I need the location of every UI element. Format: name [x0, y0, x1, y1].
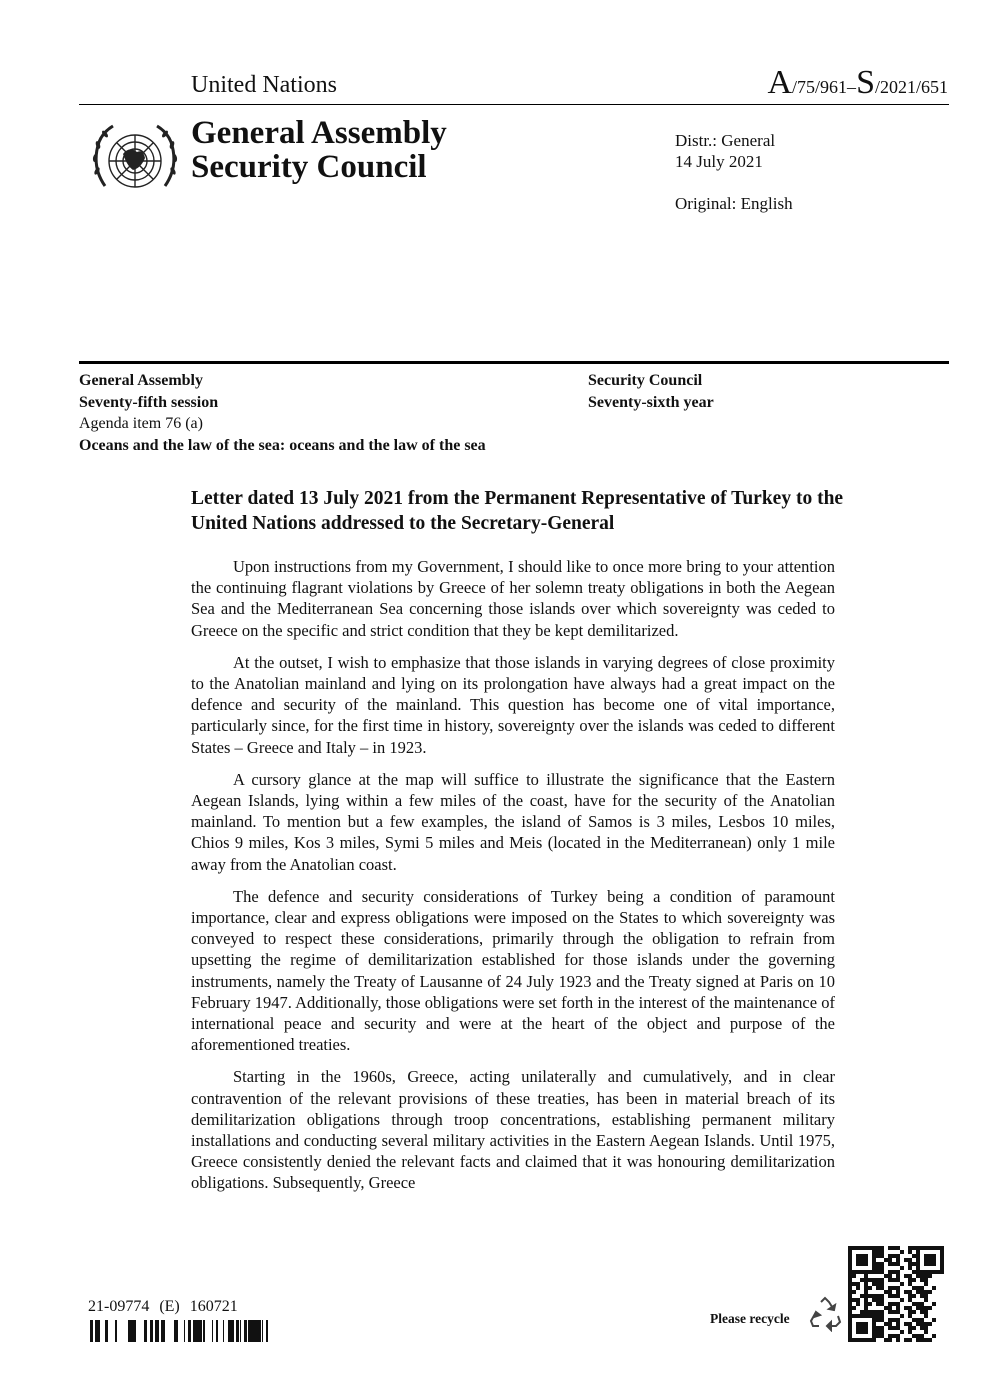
document-number: 21-09774 (E) [88, 1298, 180, 1315]
organization-name: United Nations [191, 72, 337, 98]
recycle-icon [807, 1296, 843, 1332]
document-print-date: 160721 [189, 1298, 238, 1315]
symbol-a-number: /75/961– [792, 77, 857, 97]
qr-code-icon [848, 1246, 944, 1342]
meta-general-assembly [79, 370, 486, 456]
document-symbol [767, 64, 948, 102]
header-rule [79, 104, 949, 105]
letter-title: Letter dated 13 July 2021 from the Permanent Representative of Turkey to the United Nations addressed to the Secretary-General [191, 488, 844, 534]
meta-topic: Oceans and the law of the sea: oceans and the law of the sea [79, 436, 486, 454]
paragraph: Upon instructions from my Government, I should like to once more bring to your attention the continuing flagrant violations by Greece of her solemn treaty obligations in both the Aegean Sea and the Mediterranean Sea concerning those islands over which sovereignty was ceded to Greece on the specific and strict condition that they be kept demilitarized. [191, 557, 835, 640]
paragraph: The defence and security considerations of Turkey being a condition of paramount importance, clear and express obligations were imposed on the States to which sovereignty was conveyed to respect these considerations, primarily through the obligation to refrain from upsetting the regime of demilitarization established for those islands under the governing instruments, namely the Treaty of Lausanne of 24 July 1923 and the Treaty signed at Paris on 10 February 1947. Additionally, those obligations were set forth in the interest of the maintenance of international peace and security and were at the heart of the object and purpose of the aforementioned treaties. [191, 886, 835, 1055]
meta-organ: Security Council [588, 372, 703, 389]
symbol-a-letter: A [767, 64, 793, 101]
paragraph: Starting in the 1960s, Greece, acting unilaterally and cumulatively, and in clear contravention of the relevant provisions of these treaties, has been in material breach of its demilitarization obligations through troop concentrations, establishing permanent military installations and conducting several military activities in the Eastern Aegean Islands. Until 1975, Greece consistently denied the relevant facts and claimed that it was honouring demilitarization obligations. Subsequently, Greece [191, 1067, 835, 1193]
document-code [88, 1298, 238, 1316]
recycle-label: Please recycle [710, 1311, 790, 1326]
letter-body [191, 556, 835, 1205]
section-rule [79, 361, 949, 364]
original-language: Original: English [675, 194, 793, 213]
distribution-date: 14 July 2021 [675, 152, 763, 171]
organ-general-assembly: General Assembly [191, 115, 447, 151]
paragraph: At the outset, I wish to emphasize that those islands in varying degrees of close proximity to the Anatolian mainland and lying on its prolongation have always had a great impact on the defence and security of the mainland. This question has become one of vital importance, particularly since, for the first time in history, sovereignty over the islands was ceded to different States – Greece and Italy – in 1923. [191, 652, 835, 757]
meta-organ: General Assembly [79, 372, 203, 389]
symbol-s-number: /2021/651 [874, 77, 948, 97]
barcode-icon [88, 1320, 268, 1342]
meta-year: Seventy-sixth year [588, 393, 714, 411]
un-emblem-icon [83, 116, 187, 206]
meta-session: Seventy-fifth session [79, 393, 219, 411]
meta-security-council [588, 370, 714, 413]
distribution-block [675, 130, 793, 214]
distribution-type: Distr.: General [675, 131, 776, 150]
organ-security-council: Security Council [191, 149, 427, 185]
organs-heading [191, 116, 447, 184]
symbol-s-letter: S [856, 64, 875, 101]
paragraph: A cursory glance at the map will suffice to illustrate the significance that the Eastern Aegean Islands, lying within a few miles of the coast, have for the security of the Anatolian mainland. To mention but a few examples, the island of Samos is 3 miles, Lesbos 10 miles, Chios 9 miles, Kos 3 miles, Symi 5 miles and Meis (located in the Mediterranean) only 1 mile away from the Anatolian coast. [191, 769, 835, 874]
meta-agenda-item: Agenda item 76 (a) [79, 415, 203, 432]
